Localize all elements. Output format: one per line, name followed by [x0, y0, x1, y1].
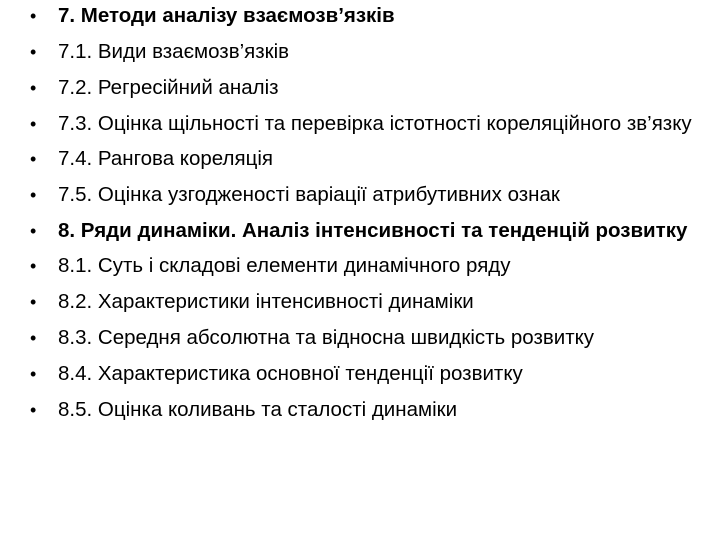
bullet-icon: • [30, 78, 37, 98]
list-item-text: 7. Методи аналізу взаємозв’язків [58, 4, 395, 27]
bullet-icon: • [30, 292, 37, 312]
list-item-text: 7.4. Рангова кореляція [58, 147, 273, 170]
list-item-text: 7.3. Оцінка щільності та перевірка істотності кореляційного зв’язку [58, 112, 692, 135]
bullet-icon: • [30, 256, 37, 276]
bullet-icon: • [30, 221, 37, 241]
list-item-7-1 [30, 40, 698, 64]
bullet-icon: • [30, 185, 37, 205]
list-item-text: 7.2. Регресійний аналіз [58, 76, 279, 99]
list-item-7-5 [30, 183, 698, 207]
list-item-8-2 [30, 290, 698, 314]
bullet-icon: • [30, 328, 37, 348]
list-item-text: 7.1. Види взаємозв’язків [58, 40, 290, 63]
list-item-7-3 [30, 112, 698, 136]
list-item-text: 8.3. Середня абсолютна та відносна швидкість розвитку [58, 326, 595, 349]
list-item-7-2 [30, 76, 698, 100]
list-item-section-7 [30, 4, 698, 28]
list-item-text: 8.4. Характеристика основної тенденції розвитку [58, 362, 523, 385]
list-item-text: 8.5. Оцінка коливань та сталості динаміки [58, 398, 458, 421]
list-item-section-8 [30, 219, 698, 243]
list-item-text: 8.1. Суть і складові елементи динамічного ряду [58, 254, 511, 277]
list-item-text: 7.5. Оцінка узгодженості варіації атрибутивних ознак [58, 183, 560, 206]
list-item-7-4 [30, 147, 698, 171]
list-item-8-4 [30, 362, 698, 386]
bullet-icon: • [30, 42, 37, 62]
list-item-text: 8. Ряди динаміки. Аналіз інтенсивності та тенденцій розвитку [58, 219, 688, 242]
bullet-icon: • [30, 6, 37, 26]
list-item-8-5 [30, 398, 698, 422]
list-item-8-1 [30, 254, 698, 278]
bullet-icon: • [30, 114, 37, 134]
list-item-text: 8.2. Характеристики інтенсивності динаміки [58, 290, 474, 313]
list-item-8-3 [30, 326, 698, 350]
bullet-icon: • [30, 149, 37, 169]
bullet-icon: • [30, 400, 37, 420]
topic-outline-list [30, 4, 698, 422]
bullet-icon: • [30, 364, 37, 384]
